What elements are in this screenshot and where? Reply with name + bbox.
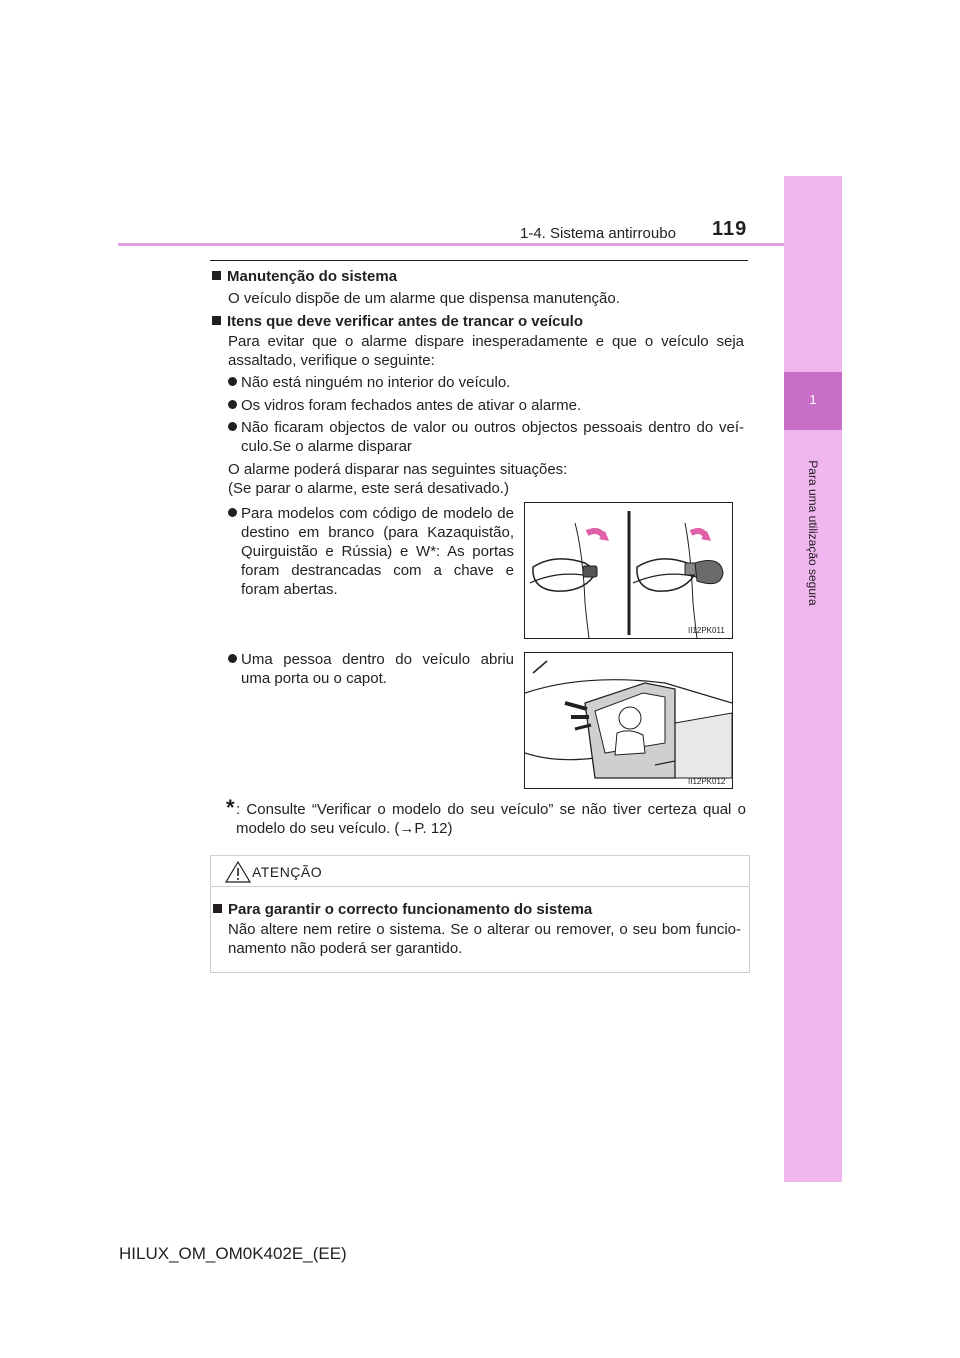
situation-text: Para modelos com código de modelo de destino em branco (para Kazaquistão, Quirguistão e Rússia) e W*: As portas foram destrancadas com a chave e foram abertas. <box>241 505 514 598</box>
page-number: 119 <box>712 218 748 240</box>
heading-checks-text: Itens que deve verificar antes de trancar o veículo <box>227 313 583 330</box>
situation-text: Uma pessoa dentro do veículo abriu uma porta ou o capot. <box>241 651 514 687</box>
paragraph-checks: Para evitar que o alarme dispare inesperadamente e que o veículo seja assaltado, verifique o seguinte: <box>228 333 744 369</box>
chapter-title: Para uma utilização segura <box>806 460 820 606</box>
heading-maintenance-text: Manutenção do sistema <box>227 268 398 285</box>
paragraph-situations-1: O alarme poderá disparar nas seguintes situações: <box>228 461 568 478</box>
situation-item <box>228 504 514 599</box>
paragraph-situations-2: (Se parar o alarme, este será desativado.) <box>228 480 509 497</box>
warning-heading-text: Para garantir o correcto funcionamento do sistema <box>228 901 593 918</box>
door-handle-key-illustration <box>525 503 732 638</box>
warning-header <box>211 856 749 887</box>
footnote <box>226 795 746 838</box>
situation-item <box>228 650 514 688</box>
car-door-illustration <box>525 653 732 788</box>
warning-box <box>210 855 750 973</box>
figure-person-opens-door <box>524 652 733 789</box>
square-bullet-icon <box>212 271 221 280</box>
warning-text: Não altere nem retire o sistema. Se o alterar ou remover, o seu bom funcio-namento não poderá ser garantido. <box>228 921 741 957</box>
section-title: 1-4. Sistema antirroubo <box>520 225 676 242</box>
bullet-icon <box>228 508 237 517</box>
figure-label: II12PK011 <box>688 626 725 635</box>
footnote-text: : Consulte “Verificar o modelo do seu veículo” se não tiver certeza qual o modelo do seu veículo. (→P. 12) <box>236 801 746 837</box>
list-item-text: Não está ninguém no interior do veículo. <box>241 374 511 391</box>
chapter-number: 1 <box>809 392 817 407</box>
heading-maintenance <box>212 267 397 286</box>
footnote-mark: * <box>226 795 235 820</box>
chapter-sidebar <box>784 176 842 1182</box>
list-item-text: Não ficaram objectos de valor ou outros objectos pessoais dentro do veí-culo.Se o alarme disparar <box>241 419 744 455</box>
bullet-icon <box>228 654 237 663</box>
content-top-rule <box>210 260 748 261</box>
warning-triangle-icon <box>225 861 251 883</box>
list-item-text: Os vidros foram fechados antes de ativar o alarme. <box>241 397 582 414</box>
warning-heading <box>213 900 592 919</box>
figure-label: II12PK012 <box>688 777 726 786</box>
header-divider <box>118 243 784 246</box>
square-bullet-icon <box>212 316 221 325</box>
list-item <box>228 418 744 456</box>
heading-checks <box>212 312 583 331</box>
bullet-icon <box>228 377 237 386</box>
paragraph-maintenance: O veículo dispõe de um alarme que dispensa manutenção. <box>228 290 620 307</box>
bullet-icon <box>228 400 237 409</box>
list-item <box>228 373 744 392</box>
figure-door-key-unlock <box>524 502 733 639</box>
warning-title: ATENÇÃO <box>252 864 323 880</box>
document-code: HILUX_OM_OM0K402E_(EE) <box>119 1244 347 1263</box>
square-bullet-icon <box>213 904 222 913</box>
list-item <box>228 396 744 415</box>
bullet-icon <box>228 422 237 431</box>
